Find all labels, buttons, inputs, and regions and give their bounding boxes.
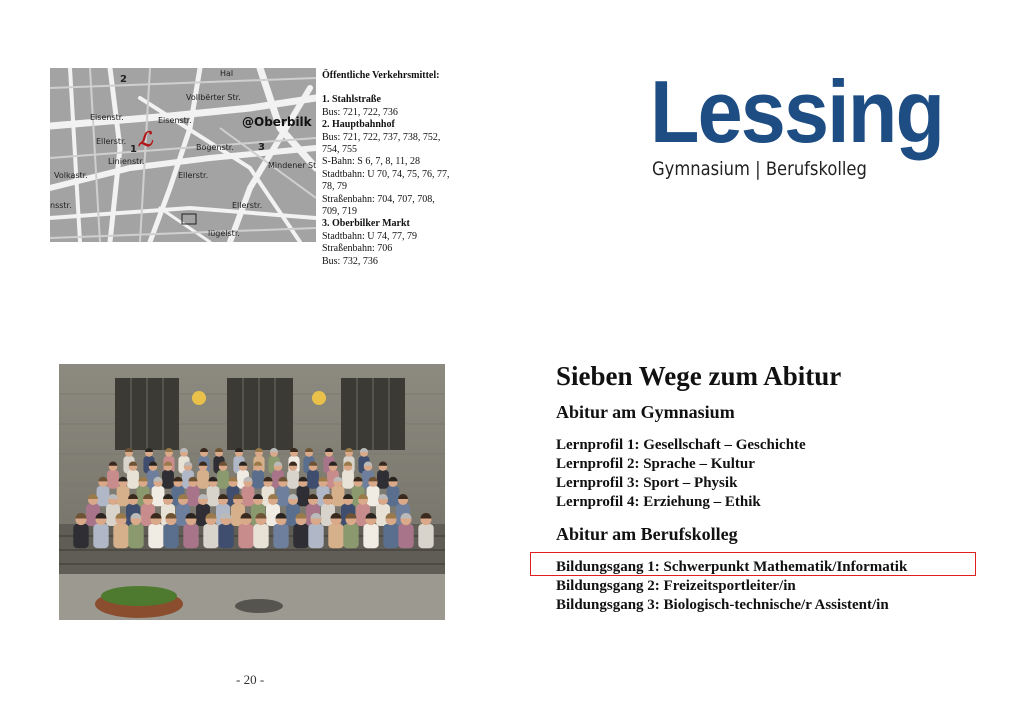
person-body [418,524,433,548]
person-body [148,524,163,548]
map-label: Ellerstr. [232,201,263,210]
section-title: Sieben Wege zum Abitur [556,361,842,391]
photo-graphic [59,364,445,620]
person-body [217,470,229,489]
person-body [343,524,358,548]
person-body [113,524,128,548]
person-body [207,486,220,506]
stop-line: Stadtbahn: U 70, 74, 75, 76, 77, [322,168,450,180]
stop-line: Bus: 721, 722, 737, 738, 752, [322,131,441,143]
person-body [277,486,290,506]
lernprofil-item: Lernprofil 1: Gesellschaft – Geschichte [556,437,806,453]
person-body [128,524,143,548]
map-label: Hal [220,69,234,78]
person-body [252,470,264,489]
lernprofil-item: Lernprofil 4: Erziehung – Ethik [556,494,761,510]
person-body [387,486,400,506]
person-body [73,524,88,548]
map-label: nsstr. [50,201,72,210]
lernprofil-item: Lernprofil 2: Sprache – Kultur [556,456,755,472]
person-body [342,470,354,489]
person-body [297,486,310,506]
person-body [273,524,288,548]
stop-line: Bus: 721, 722, 736 [322,106,398,118]
person-body [117,486,130,506]
staff-group-photo [59,364,445,620]
stop-line: S-Bahn: S 6, 7, 8, 11, 28 [322,156,420,168]
person-body [293,524,308,548]
map-label: @Oberbilk [242,115,312,129]
stop-line: Stadtbahn: U 74, 77, 79 [322,230,417,242]
logo-subtitle: Gymnasium | Berufskolleg [652,158,867,180]
person-body [218,524,233,548]
person-body [332,486,345,506]
person-body [197,470,209,489]
location-map [50,68,316,242]
stop-line: 709, 719 [322,206,357,218]
person-body [127,470,139,489]
person-body [183,524,198,548]
bildungsgang-item: Bildungsgang 2: Freizeitsportleiter/in [556,578,796,594]
map-label: 2 [120,74,127,85]
person-body [97,486,110,506]
map-label: 1 [130,144,137,155]
person-body [93,524,108,548]
person-body [152,486,165,506]
stop-line: Straßenbahn: 704, 707, 708, [322,193,435,205]
berufskolleg-heading: Abitur am Berufskolleg [556,524,738,544]
person-body [287,470,299,489]
person-body [187,486,200,506]
stop-line: 78, 79 [322,181,347,193]
transit-title: Öffentliche Verkehrsmittel: [322,70,440,81]
person-body [377,470,389,489]
person-body [367,486,380,506]
person-body [203,524,218,548]
person-body [107,470,119,489]
stop-line: Straßenbahn: 706 [322,243,393,255]
person-body [253,524,268,548]
stop-line: 754, 755 [322,144,357,156]
logo-wordmark: Lessing [650,62,944,161]
person-body [308,524,323,548]
person-body [328,524,343,548]
map-label: Mindener St [268,161,316,170]
map-label: Vollbërter Str. [186,93,241,102]
map-label: Eisenstr. [90,113,124,122]
stop-name: 1. Stahlstraße [322,94,381,106]
page-number: - 20 - [236,672,265,687]
school-marker-icon: ℒ [138,127,153,151]
map-label: Ellerstr. [178,171,209,180]
person-body [398,524,413,548]
lernprofil-item: Lernprofil 3: Sport – Physik [556,475,738,491]
map-label: 3 [258,142,265,153]
gymnasium-heading: Abitur am Gymnasium [556,402,735,422]
person-body [163,524,178,548]
map-label: Bogenstr. [196,143,234,152]
map-label: Eisenstr. [158,116,192,125]
map-graphic [50,68,316,242]
bildungsgang-item: Bildungsgang 3: Biologisch-technische/r Assistent/in [556,597,889,613]
person-body [383,524,398,548]
map-label: Ellerstr. [96,137,127,146]
person-body [162,470,174,489]
stop-name: 3. Oberbilker Markt [322,218,410,230]
map-label: Linienstr. [108,157,145,166]
person-body [238,524,253,548]
person-body [307,470,319,489]
school-logo [650,62,944,192]
stop-name: 2. Hauptbahnhof [322,119,395,131]
person-body [363,524,378,548]
person-body [242,486,255,506]
map-label: Volkastr. [54,171,88,180]
map-label: lügelstr. [208,229,240,238]
bildungsgang-item: Bildungsgang 1: Schwerpunkt Mathematik/Informatik [556,559,908,575]
stop-line: Bus: 732, 736 [322,255,378,267]
transit-info [322,70,482,268]
